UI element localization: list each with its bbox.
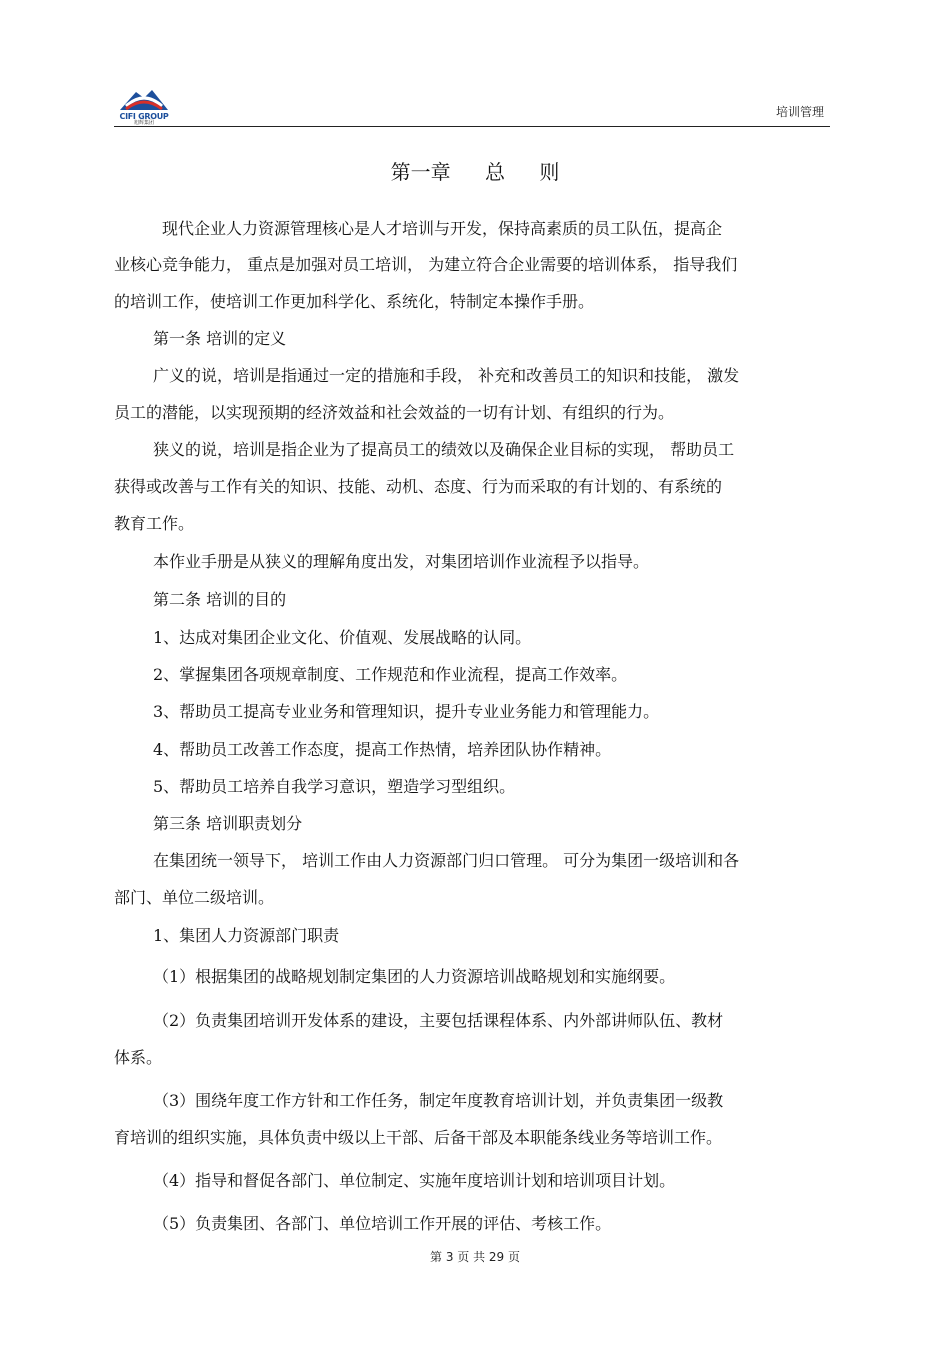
page-header [114,84,830,127]
cifi-logo: CIFI GROUP 旭辉集团 [114,84,174,126]
chapter-title [0,156,950,185]
article-heading: 第一条 培训的定义 [153,329,287,348]
paragraph-line: 的培训工作，使培训工作更加科学化、系统化，特制定本操作手册。 [114,292,595,311]
chapter-word-1: 总 [485,160,505,184]
paragraph-line: 广义的说，培训是指通过一定的措施和手段， 补充和改善员工的知识和技能， 激发 [153,366,740,385]
chapter-number: 第一章 [390,160,451,184]
list-item: （1）根据集团的战略规划制定集团的人力资源培训战略规划和实施纲要。 [153,967,676,986]
paragraph-line: 现代企业人力资源管理核心是人才培训与开发，保持高素质的员工队伍，提高企 [162,219,723,238]
paragraph-line: 获得或改善与工作有关的知识、技能、动机、态度、行为而采取的有计划的、有系统的 [114,477,723,496]
paragraph-line: 教育工作。 [114,514,195,533]
chapter-word-2: 则 [539,160,560,184]
list-item: （5）负责集团、各部门、单位培训工作开展的评估、考核工作。 [153,1214,612,1233]
list-item: （2）负责集团培训开发体系的建设，主要包括课程体系、内外部讲师队伍、教材 [153,1011,724,1030]
paragraph-line: 业核心竞争能力， 重点是加强对员工培训， 为建立符合企业需要的培训体系， 指导我们 [114,255,738,274]
list-item: 4、帮助员工改善工作态度，提高工作热情，培养团队协作精神。 [153,740,612,759]
list-item: 2、掌握集团各项规章制度、工作规范和作业流程，提高工作效率。 [153,665,628,684]
header-title: 培训管理 [775,105,824,119]
article-heading: 第二条 培训的目的 [153,590,287,609]
section-heading: 1、集团人力资源部门职责 [153,926,340,945]
paragraph-line: 狭义的说，培训是指企业为了提高员工的绩效以及确保企业目标的实现， 帮助员工 [153,440,735,459]
paragraph-line: 体系。 [114,1048,163,1067]
paragraph-line: 本作业手册是从狭义的理解角度出发，对集团培训作业流程予以指导。 [153,552,650,571]
list-item: 3、帮助员工提高专业业务和管理知识，提升专业业务能力和管理能力。 [153,702,660,721]
page-footer: 第 3 页 共 29 页 [430,1250,520,1264]
paragraph-line: 部门、单位二级培训。 [114,888,275,907]
list-item: 5、帮助员工培养自我学习意识，塑造学习型组织。 [153,777,516,796]
paragraph-line: 育培训的组织实施，具体负责中级以上干部、后备干部及本职能条线业务等培训工作。 [114,1128,723,1147]
list-item: （4）指导和督促各部门、单位制定、实施年度培训计划和培训项目计划。 [153,1171,676,1190]
article-heading: 第三条 培训职责划分 [153,814,303,833]
list-item: （3）围绕年度工作方针和工作任务，制定年度教育培训计划，并负责集团一级教 [153,1091,724,1110]
list-item: 1、达成对集团企业文化、价值观、发展战略的认同。 [153,628,532,647]
paragraph-line: 员工的潜能，以实现预期的经济效益和社会效益的一切有计划、有组织的行为。 [114,403,675,422]
paragraph-line: 在集团统一领导下， 培训工作由人力资源部门归口管理。 可分为集团一级培训和各 [153,851,740,870]
